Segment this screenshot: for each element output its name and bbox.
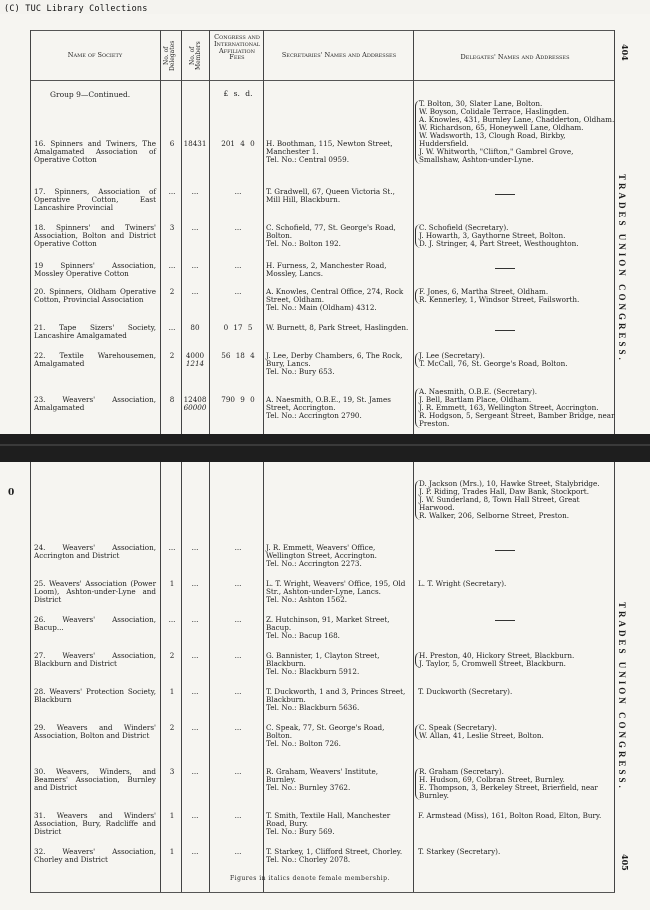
header-delegate-addresses: Delegates' Names and Addresses — [460, 53, 570, 61]
fee-amount: 0 17 5 — [223, 323, 253, 332]
member-count: ... — [191, 651, 199, 660]
footnote: Figures in italics denote female membership. — [230, 875, 390, 882]
member-count: 80 — [190, 323, 200, 332]
delegate-count: ... — [168, 187, 176, 196]
delegate-count: ... — [168, 543, 176, 552]
group-label: Group 9—Continued. — [50, 90, 131, 99]
secretary: T. Smith, Textile Hall, Manchester Road, Bury. Tel. No.: Bury 569. — [266, 811, 391, 836]
currency-header: £ s. d. — [223, 89, 253, 98]
secretary: C. Schofield, 77, St. George's Road, Bolton. Tel. No.: Bolton 192. — [266, 223, 396, 248]
member-count: 12408 — [183, 395, 207, 404]
page-gap — [0, 434, 650, 462]
delegate-list: F. Armstead (Miss), 161, Bolton Road, Elton, Bury. — [418, 811, 602, 820]
member-count: ... — [191, 579, 199, 588]
secretary: T. Gradwell, 67, Queen Victoria St., Mill Hill, Blackburn. — [266, 187, 395, 204]
page-404 — [0, 14, 650, 434]
delegate-list: C. Schofield (Secretary). J. Howarth, 3, Gaythorne Street, Bolton. D. J. Stringer, 4, Part Street, Westhoughton. — [415, 224, 615, 248]
society-name: 25. Weavers' Association (Power Loom), Ashton-under-Lyne and District — [34, 579, 156, 604]
member-count: ... — [191, 261, 199, 270]
header-society: Name of Society — [67, 51, 123, 59]
member-count: ... — [191, 767, 199, 776]
delegate-count: 1 — [169, 687, 175, 696]
fee-amount: ... — [234, 187, 242, 196]
member-count: ... — [191, 687, 199, 696]
empty-dash — [495, 194, 515, 195]
delegate-list: J. Lee (Secretary). T. McCall, 76, St. George's Road, Bolton. — [415, 352, 615, 368]
society-name: 23. Weavers' Association, Amalgamated — [34, 395, 156, 412]
society-name: 28. Weavers' Protection Society, Blackburn — [34, 687, 156, 704]
empty-dash — [495, 268, 515, 269]
fee-amount: ... — [234, 543, 242, 552]
delegate-count: 2 — [169, 651, 175, 660]
secretary: H. Furness, 2, Manchester Road, Mossley, Lancs. — [266, 261, 387, 278]
delegate-count: 1 — [169, 579, 175, 588]
page-number-top: 404 — [620, 44, 630, 61]
fee-amount: ... — [234, 811, 242, 820]
fee-amount: ... — [234, 723, 242, 732]
member-count: ... — [191, 811, 199, 820]
fee-amount: 201 4 0 — [221, 139, 255, 148]
page-405 — [0, 462, 650, 910]
fee-amount: 790 9 0 — [221, 395, 255, 404]
fee-amount: ... — [234, 615, 242, 624]
header-delegates: No. of Delegates — [163, 40, 176, 72]
fee-amount: ... — [234, 687, 242, 696]
fee-amount: ... — [234, 287, 242, 296]
header-fees: Congress and International Affiliation Fees — [213, 33, 261, 62]
delegate-count: 2 — [169, 351, 175, 360]
page-number-left: 0 — [8, 488, 15, 498]
society-name: 16. Spinners and Twiners, The Amalgamated Association of Operative Cotton — [34, 139, 156, 164]
delegate-count: 8 — [169, 395, 175, 404]
secretary: W. Burnett, 8, Park Street, Haslingden. — [266, 323, 409, 332]
member-count: ... — [191, 847, 199, 856]
delegate-list: H. Preston, 40, Hickory Street, Blackburn. J. Taylor, 5, Cromwell Street, Blackburn. — [415, 652, 615, 668]
society-name: 21. Tape Sizers' Society, Lancashire Amalgamated — [34, 323, 156, 340]
society-name: 17. Spinners, Association of Operative Cotton, East Lancashire Provincial — [34, 187, 156, 212]
society-name: 31. Weavers and Winders' Association, Bury, Radcliffe and District — [34, 811, 156, 836]
society-name: 22. Textile Warehousemen, Amalgamated — [34, 351, 156, 368]
society-name: 20. Spinners, Oldham Operative Cotton, Provincial Association — [34, 287, 156, 304]
delegate-count: ... — [168, 615, 176, 624]
secretary: L. T. Wright, Weavers' Office, 195, Old Str., Ashton-under-Lyne, Lancs. Tel. No.: Ashton 1562. — [266, 579, 406, 604]
society-name: 29. Weavers and Winders' Association, Bolton and District — [34, 723, 156, 740]
delegate-count: 6 — [169, 139, 175, 148]
society-name: 24. Weavers' Association, Accrington and District — [34, 543, 156, 560]
delegate-count: 1 — [169, 847, 175, 856]
fee-amount: ... — [234, 261, 242, 270]
side-title-top: TRADES UNION CONGRESS. — [617, 174, 627, 363]
delegate-list: T. Starkey (Secretary). — [418, 847, 501, 856]
society-name: 26. Weavers' Association, Bacup... — [34, 615, 156, 632]
delegate-list: T. Bolton, 30, Slater Lane, Bolton. W. Boyson, Colidale Terrace, Haslingden. A. Knowles, 431, Burnley Lane, Chadderton, Oldham. W. Richardson, 65, Honeywell Lane, Oldham. W. Wadsworth, 13, Clough Road, Birkby, Huddersfield. J. W. Whitworth, "Clifton," Gambrel Grove, Smallshaw, Ashton-under-Lyne. — [415, 100, 615, 164]
watermark: (C) TUC Library Collections — [4, 4, 148, 14]
secretary: Z. Hutchinson, 91, Market Street, Bacup. Tel. No.: Bacup 168. — [266, 615, 390, 640]
fee-amount: ... — [234, 223, 242, 232]
society-name: 32. Weavers' Association, Chorley and District — [34, 847, 156, 864]
empty-dash — [495, 330, 515, 331]
header-members: No. of Members — [189, 41, 202, 71]
delegate-count: 2 — [169, 287, 175, 296]
delegate-list: T. Duckworth (Secretary). — [418, 687, 513, 696]
fee-amount: ... — [234, 767, 242, 776]
secretary: J. R. Emmett, Weavers' Office, Wellington Street, Accrington. Tel. No.: Accrington 2273. — [266, 543, 377, 568]
page-number-bottom: 405 — [620, 854, 630, 871]
society-name: 18. Spinners' and Twiners' Association, Bolton and District Operative Cotton — [34, 223, 156, 248]
member-count: ... — [191, 187, 199, 196]
member-count: ... — [191, 615, 199, 624]
fee-amount: ... — [234, 651, 242, 660]
delegate-count: ... — [168, 323, 176, 332]
secretary: C. Speak, 77, St. George's Road, Bolton. Tel. No.: Bolton 726. — [266, 723, 385, 748]
secretary: H. Boothman, 115, Newton Street, Manchester 1. Tel. No.: Central 0959. — [266, 139, 393, 164]
delegate-count: 1 — [169, 811, 175, 820]
side-title-bottom: TRADES UNION CONGRESS. — [617, 602, 627, 791]
delegate-count: ... — [168, 261, 176, 270]
female-member-count: 60000 — [183, 403, 207, 412]
secretary: T. Starkey, 1, Clifford Street, Chorley. Tel. No.: Chorley 2078. — [266, 847, 403, 864]
society-name: 30. Weavers, Winders, and Beamers' Association, Burnley and District — [34, 767, 156, 792]
empty-dash — [495, 620, 515, 621]
member-count: ... — [191, 287, 199, 296]
society-name: 27. Weavers' Association, Blackburn and District — [34, 651, 156, 668]
fee-amount: ... — [234, 847, 242, 856]
fee-amount: 56 18 4 — [221, 351, 255, 360]
delegate-count: 3 — [169, 767, 175, 776]
member-count: 18431 — [183, 139, 207, 148]
header-secretaries: Secretaries' Names and Addresses — [281, 51, 397, 59]
delegate-count: 2 — [169, 723, 175, 732]
secretary: A. Naesmith, O.B.E., 19, St. James Street, Accrington. Tel. No.: Accrington 2790. — [266, 395, 391, 420]
female-member-count: 1214 — [185, 359, 205, 368]
delegate-list: A. Naesmith, O.B.E. (Secretary). J. Bell, Bartlam Place, Oldham. J. R. Emmett, 163, Wellington Street, Accrington. R. Hodgson, 5, Sergeant Street, Bamber Bridge, near Preston. — [415, 388, 615, 428]
delegate-list: D. Jackson (Mrs.), 10, Hawke Street, Stalybridge. J. P. Riding, Trades Hall, Daw Bank, Stockport. J. W. Sunderland, 8, Town Hall Street, Great Harwood. R. Walker, 206, Selborne Street, Preston. — [415, 480, 615, 520]
society-name: 19 Spinners' Association, Mossley Operative Cotton — [34, 261, 156, 278]
delegate-list: L. T. Wright (Secretary). — [418, 579, 507, 588]
member-count: ... — [191, 723, 199, 732]
delegate-count: 3 — [169, 223, 175, 232]
secretary: R. Graham, Weavers' Institute, Burnley. Tel. No.: Burnley 3762. — [266, 767, 379, 792]
delegate-list: C. Speak (Secretary). W. Allan, 41, Leslie Street, Bolton. — [415, 724, 615, 740]
member-count: 4000 — [185, 351, 205, 360]
secretary: T. Duckworth, 1 and 3, Princes Street, Blackburn. Tel. No.: Blackburn 5636. — [266, 687, 406, 712]
delegate-list: F. Jones, 6, Martha Street, Oldham. R. Kennerley, 1, Windsor Street, Failsworth. — [415, 288, 615, 304]
member-count: ... — [191, 223, 199, 232]
secretary: A. Knowles, Central Office, 274, Rock Street, Oldham. Tel. No.: Main (Oldham) 4312. — [266, 287, 404, 312]
empty-dash — [495, 550, 515, 551]
member-count: ... — [191, 543, 199, 552]
secretary: G. Bannister, 1, Clayton Street, Blackburn. Tel. No.: Blackburn 5912. — [266, 651, 380, 676]
delegate-list: R. Graham (Secretary). H. Hudson, 69, Colbran Street, Burnley. E. Thompson, 3, Berkeley Street, Brierfield, near Burnley. — [415, 768, 615, 800]
fee-amount: ... — [234, 579, 242, 588]
secretary: J. Lee, Derby Chambers, 6, The Rock, Bury, Lancs. Tel. No.: Bury 653. — [266, 351, 403, 376]
